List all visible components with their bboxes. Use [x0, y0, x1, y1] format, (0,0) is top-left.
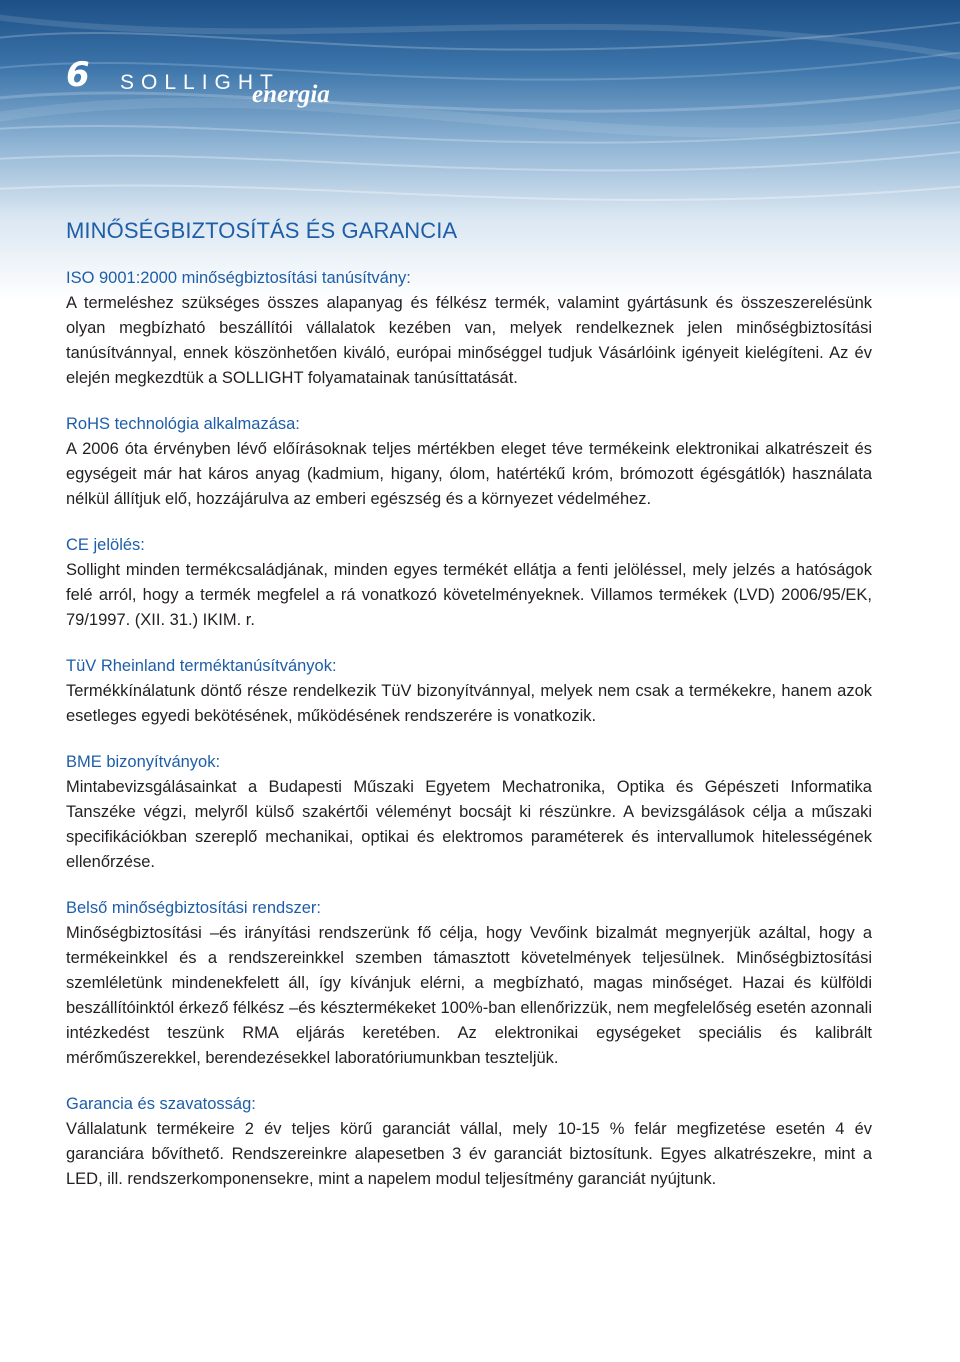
section-heading: TüV Rheinland terméktanúsítványok:: [66, 657, 337, 675]
section-heading: CE jelölés:: [66, 536, 145, 554]
page-title: MINŐSÉGBIZTOSÍTÁS ÉS GARANCIA: [66, 218, 458, 243]
page-number: 6: [66, 55, 90, 95]
section-body: Mintabevizsgálásainkat a Budapesti Műszaki Egyetem Mechatronika, Optika és Gépészeti Informatika Tanszéke végzi, melyről külső szakértői véleményt bocsájt ki részünkre. A bevizsgálások célja a műszaki specifikációkban szereplő mechanikai, optikai és elektromos paraméterek és intervallumok hitelességének ellenőrzése.: [66, 778, 872, 871]
section-heading: ISO 9001:2000 minőségbiztosítási tanúsítvány:: [66, 269, 411, 287]
section-tuv: [66, 654, 872, 729]
section-ce: [66, 533, 872, 633]
section-heading: RoHS technológia alkalmazása:: [66, 415, 300, 433]
section-internal-qa: [66, 896, 872, 1071]
main-content: [66, 218, 872, 1213]
section-heading: Garancia és szavatosság:: [66, 1095, 256, 1113]
section-body: A termeléshez szükséges összes alapanyag és félkész termék, valamint gyártásunk és összeszerelésünk olyan megbízható beszállítói vállalatok kezében van, melyek rendelkeznek jelen minőségbiztosítási tanúsítvánnyal, ennek köszönhetően kiváló, európai minőséggel tudjuk Vásárlóink igényeit kielégíteni. Az év elején megkezdtük a SOLLIGHT folyamatainak tanúsíttatását.: [66, 294, 872, 387]
section-body: A 2006 óta érvényben lévő előírásoknak teljes mértékben eleget téve termékeink elektronikai alkatrészeit és egységeit már hat káros anyag (kadmium, higany, ólom, hatértékű króm, brómozott égésgátlók) használata nélkül állítjuk elő, hozzájárulva az emberi egészség és a környezet védelméhez.: [66, 440, 872, 508]
section-heading: BME bizonyítványok:: [66, 753, 221, 771]
section-body: Sollight minden termékcsaládjának, minden egyes termékét ellátja a fenti jelöléssel, mely jelzés a hatóságok felé arról, hogy a termék megfelel a rá vonatkozó követelményeknek. Villamos termékek (LVD) 2006/95/EK, 79/1997. (XII. 31.) IKIM. r.: [66, 561, 872, 629]
section-warranty: [66, 1092, 872, 1192]
section-body: Vállalatunk termékeire 2 év teljes körű garanciát vállal, mely 10-15 % felár megfizetése esetén 4 év garanciára bővíthető. Rendszereinkre alapesetben 3 év garanciát biztosítunk. Egyes alkatrészekre, mint a LED, ill. rendszerkomponensekre, mint a napelem modul teljesítmény garanciát nyújtunk.: [66, 1120, 872, 1188]
section-heading: Belső minőségbiztosítási rendszer:: [66, 899, 321, 917]
section-body: Minőségbiztosítási –és irányítási rendszerünk fő célja, hogy Vevőink bizalmát megnyerjük azáltal, hogy a termékeinkkel és a rendszereinkkel szemben támasztott követelmények teljesülnek. Minőségbiztosítási szemléletünk mindenekfelett áll, így kívánjuk elérni, a megbízható, magas minőséget. Hazai és külföldi beszállítóinktól érkező félkész –és késztermékeket 100%-ban ellenőrizzük, nem megfelelőség esetén azonnali intézkedést teszünk RMA eljárás keretében. Az elektronikai egységeket speciális és kalibrált mérőműszerekkel, berendezésekkel laboratóriumunkban teszteljük.: [66, 924, 872, 1067]
section-iso: [66, 266, 872, 391]
section-bme: [66, 750, 872, 875]
section-rohs: [66, 412, 872, 512]
section-body: Termékkínálatunk döntő része rendelkezik TüV bizonyítvánnyal, melyek nem csak a termékekre, hanem azok esetleges egyedi bekötésének, működésének rendszerére is vonatkozik.: [66, 682, 872, 725]
brand-logo-text: SOLLIGHT: [120, 71, 280, 94]
brand-logo-subtitle: energia: [252, 81, 330, 108]
